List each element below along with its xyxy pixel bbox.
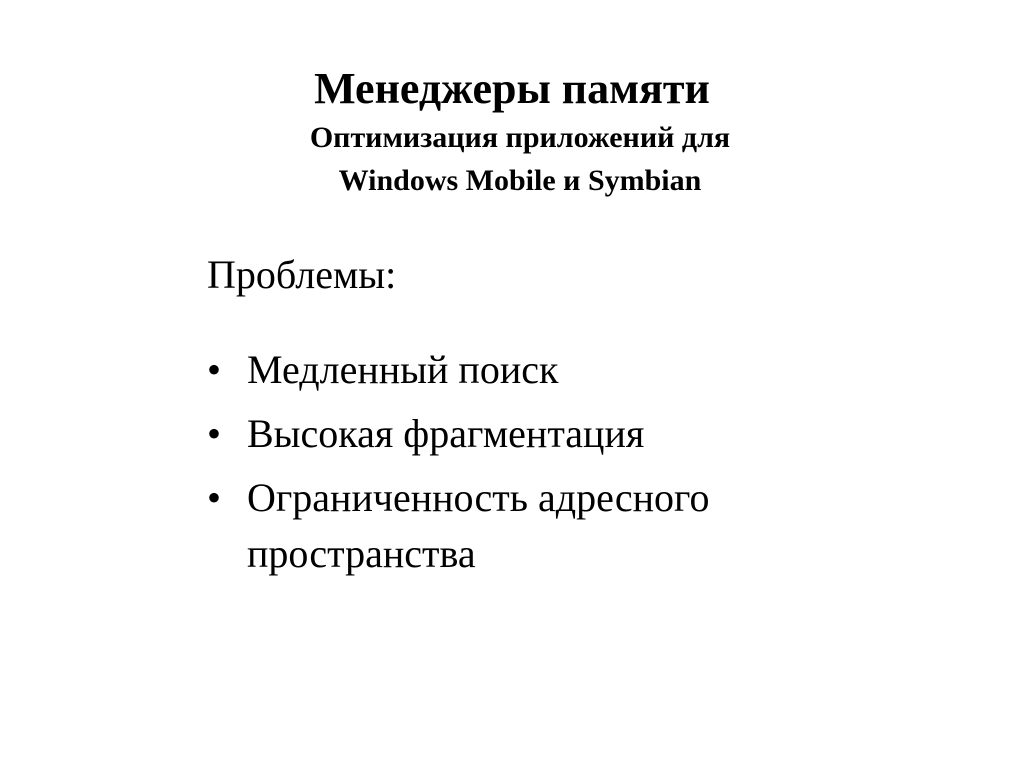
bullet-text-address-space: Ограниченность адресного пространства: [247, 475, 710, 576]
list-item: [207, 342, 907, 398]
problems-list: [207, 342, 907, 590]
slide-subtitle-line-1: Оптимизация приложений для: [309, 121, 731, 154]
title-block: [0, 62, 1024, 202]
bullet-text-fragmentation: Высокая фрагментация: [247, 411, 645, 456]
bullet-icon: •: [207, 347, 222, 392]
slide-title: Менеджеры памяти: [314, 64, 710, 113]
bullet-icon: •: [207, 411, 222, 456]
problems-heading: Проблемы:: [207, 252, 397, 297]
list-item: [207, 406, 907, 462]
slide-subtitle-line-2: Windows Mobile и Symbian: [338, 164, 702, 197]
list-item: [207, 470, 907, 582]
bullet-icon: •: [207, 475, 222, 520]
bullet-text-slow-search: Медленный поиск: [247, 347, 559, 392]
